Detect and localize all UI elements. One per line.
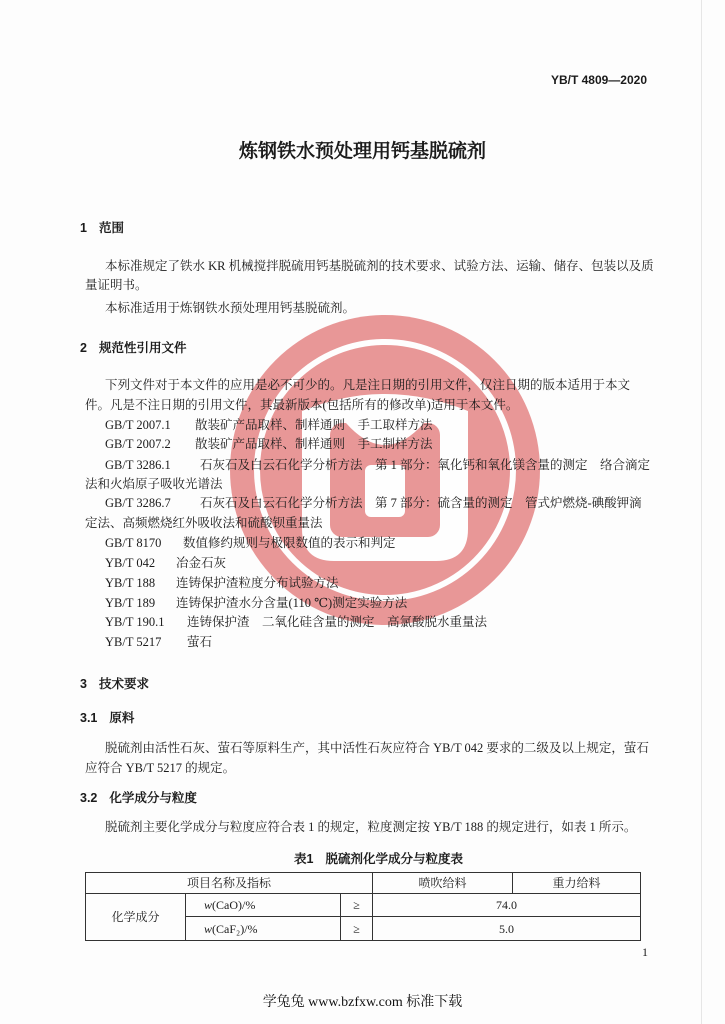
section-number: 1 [80, 221, 87, 235]
table-row [86, 894, 641, 917]
section-number: 3 [80, 677, 87, 691]
reference-code: YB/T 190.1 [105, 615, 165, 629]
raw-materials-line-2: 应符合 YB/T 5217 的规定。 [85, 761, 236, 775]
footer-watermark-text: 学兔兔 www.bzfxw.com 标准下载 [262, 995, 463, 1010]
section-title: 技术要求 [98, 677, 149, 691]
reference-item [105, 634, 695, 650]
raw-materials-line-1: 脱硫剂由活性石灰、萤石等原料生产，其中活性石灰应符合 YB/T 042 要求的二级及以上规定，萤石 [105, 741, 649, 755]
operator-cell: ≥ [341, 894, 373, 917]
document-title: 炼钢铁水预处理用钙基脱硫剂 [238, 141, 486, 162]
composition-table [85, 872, 641, 941]
reference-title: 连铸保护渣粒度分布试验方法 [176, 576, 339, 590]
standard-code: YB/T 4809—2020 [550, 73, 647, 87]
section-title: 范围 [98, 221, 124, 235]
page-number: 1 [642, 945, 648, 959]
reference-code: GB/T 8170 [105, 536, 162, 550]
reference-title: 连铸保护渣 二氧化硅含量的测定 高氯酸脱水重量法 [187, 615, 488, 629]
formula-text: (CaF₂)/% [212, 921, 258, 936]
subsection-3-2-heading [80, 791, 197, 805]
header-gravity-feeding: 重力给料 [513, 873, 641, 894]
header-item-indicator: 项目名称及指标 [86, 873, 373, 894]
reference-title: 石灰石及白云石化学分析方法 第 1 部分：氧化钙和氧化镁含量的测定 络合滴定 [200, 458, 651, 472]
reference-code: GB/T 3286.7 [105, 496, 171, 510]
reference-code: YB/T 188 [105, 576, 156, 590]
subsection-3-1-heading [80, 711, 134, 725]
section-number: 2 [80, 341, 87, 355]
table-number: 表1 [294, 852, 314, 866]
reference-code: YB/T 042 [105, 556, 156, 570]
reference-item [105, 575, 695, 591]
reference-item [105, 555, 695, 571]
value-cao: 74.0 [373, 894, 641, 917]
reference-title: 散装矿产品取样、制样通则 手工取样方法 [195, 418, 433, 432]
scope-paragraph-1-line-1: 本标准规定了铁水 KR 机械搅拌脱硫用钙基脱硫剂的技术要求、试验方法、运输、储存、包装以及质 [105, 259, 654, 273]
reference-code: YB/T 5217 [105, 635, 162, 649]
references-intro-line-1: 下列文件对于本文件的应用是必不可少的。凡是注日期的引用文件，仅注日期的版本适用于本文 [105, 378, 631, 392]
section-title: 规范性引用文件 [98, 341, 187, 355]
reference-code: YB/T 189 [105, 596, 156, 610]
indicator-caf2 [186, 917, 341, 941]
value-caf2: 5.0 [373, 917, 641, 941]
composition-paragraph: 脱硫剂主要化学成分与粒度应符合表 1 的规定，粒度测定按 YB/T 188 的规定进行，如表 1 所示。 [105, 820, 637, 834]
reference-code: GB/T 3286.1 [105, 458, 171, 472]
mass-fraction-symbol: w [204, 921, 213, 936]
reference-title: 散装矿产品取样、制样通则 手工制样方法 [195, 437, 433, 451]
reference-title-continuation: 法和火焰原子吸收光谱法 [85, 477, 223, 491]
reference-item [105, 457, 695, 473]
reference-title: 石灰石及白云石化学分析方法 第 7 部分：硫含量的测定 管式炉燃烧-碘酸钾滴 [200, 496, 642, 510]
reference-code: GB/T 2007.2 [105, 437, 171, 451]
section-2-heading [80, 341, 186, 355]
references-intro-line-2: 件。凡是不注日期的引用文件，其最新版本(包括所有的修改单)适用于本文件。 [85, 398, 519, 412]
section-3-heading [80, 677, 149, 691]
reference-item [105, 614, 695, 630]
subsection-number: 3.2 [80, 791, 98, 805]
indicator-cao [186, 894, 341, 917]
table-header-row [86, 873, 641, 894]
reference-title: 冶金石灰 [176, 556, 227, 570]
mass-fraction-symbol: w [204, 898, 213, 912]
reference-item [105, 495, 695, 511]
reference-title: 连铸保护渣水分含量(110 ℃)测定实验方法 [176, 596, 408, 610]
reference-item [105, 417, 695, 433]
reference-item [105, 436, 695, 452]
reference-title: 萤石 [187, 635, 213, 649]
table-title: 脱硫剂化学成分与粒度表 [325, 852, 463, 866]
reference-item [105, 595, 695, 611]
header-injection-feeding: 喷吹给料 [373, 873, 513, 894]
section-1-heading [80, 221, 124, 235]
group-chemical-composition: 化学成分 [86, 894, 186, 941]
scope-paragraph-1-line-2: 量证明书。 [85, 278, 148, 292]
reference-item [105, 535, 695, 551]
reference-code: GB/T 2007.1 [105, 418, 171, 432]
formula-text: (CaO)/% [212, 898, 256, 912]
subsection-title: 原料 [109, 711, 135, 725]
subsection-number: 3.1 [80, 711, 98, 725]
reference-title: 数值修约规则与极限数值的表示和判定 [183, 536, 396, 550]
table-caption [16, 852, 725, 866]
operator-cell: ≥ [341, 917, 373, 941]
reference-title-continuation: 定法、高频燃烧红外吸收法和硫酸钡重量法 [85, 516, 323, 530]
subsection-title: 化学成分与粒度 [109, 791, 197, 805]
scope-paragraph-2: 本标准适用于炼钢铁水预处理用钙基脱硫剂。 [105, 301, 356, 315]
